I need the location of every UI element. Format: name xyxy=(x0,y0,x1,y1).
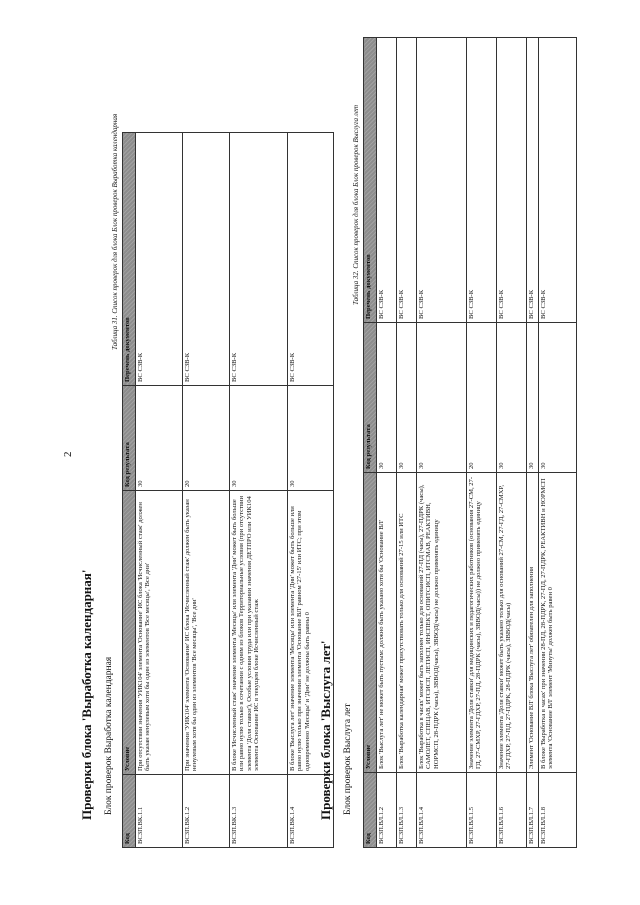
table-32-caption: Таблица 32. Список проверок для блока Блок проверок Выслуга лет xyxy=(352,104,360,305)
cell-condition: Значение элемента 'Доля ставки' может быть указано только для оснований 27-СМ, 27-ГД, 27-СМХР, 27-ГДХР, 27-ПД, 27-ПДРК, 28-ПДРК (часы), ЗВВОД(часы) xyxy=(497,473,527,773)
table-row xyxy=(539,38,577,848)
cell-condition: Блок 'Выработка в часах' может быть заполнен только для оснований 27-ПД (часы), 27-ПДРК (часы), САМОЛЕТ, СПЕЦАВ, ИТСИСП, ЛЕТИСП, ИНСПЕКТ, ОПИТСИСП, ИТСМАВ, РЕАКТИВН, НОРМСП, 28-ПДРК (часы), ЗВВОД(часы), ЗВВОД(часы) не должно применять единицу xyxy=(417,473,467,773)
header-condition: Условие xyxy=(123,491,136,775)
cell-docs: ВС СЗВ-К xyxy=(467,38,497,323)
table-32 xyxy=(363,37,577,848)
cell-condition: Элемент 'Основание ВЛ' блока 'Выслуга лет' обязателен для заполнения xyxy=(527,473,539,773)
cell-docs: ВС СЗВ-К xyxy=(136,133,183,386)
table-row xyxy=(397,38,417,848)
cell-condition: Значение элемента 'Доля ставки' для медицинских и педагогических работников (основания 27-СМ, 27-ГД, 27-СМХР, 27-ГДХР, 27-ПД, 28-ПДРК (часы), ЗВВОД(часы)) не должно применять единицу xyxy=(467,473,497,773)
cell-condition: В блоке 'Выслуга лет' значение элемента 'Месяцы' или элемента 'Дни' может быть больше или равно нулю только при значении элемента 'Основание ВЛ' равном '27-15' или ИТС; при этом одновременно 'Месяцы' и 'Дни' не должны быть равны 0 xyxy=(288,491,334,775)
cell-code: ВСЗП.ВК.1.1 xyxy=(136,775,183,848)
cell-result: 30 xyxy=(497,323,527,473)
cell-code: ВСЗП.ВЛ.1.7 xyxy=(527,773,539,848)
table-header-row xyxy=(364,38,377,848)
table-31-caption: Таблица 31. Список проверок для блока Блок проверок Выработка календарная xyxy=(111,113,119,350)
cell-code: ВСЗП.ВЛ.1.6 xyxy=(497,773,527,848)
cell-docs: ВС СЗВ-К xyxy=(539,38,577,323)
page-number: 2 xyxy=(62,451,74,457)
cell-docs: ВС СЗВ-К xyxy=(183,133,230,386)
section-2-title: Проверки блока 'Выслуга лет' xyxy=(318,640,333,820)
cell-code: ВСЗП.ВЛ.1.4 xyxy=(417,773,467,848)
cell-docs: ВС СЗВ-К xyxy=(230,133,288,386)
cell-docs: ВС СЗВ-К xyxy=(527,38,539,323)
cell-condition: Блок 'Выработка календарная' может присутствовать только для оснований 27-15 или ИТС xyxy=(397,473,417,773)
section-1-subtitle: Блок проверок Выработка календарная xyxy=(104,656,114,815)
cell-result: 30 xyxy=(136,386,183,491)
section-1-title: Проверки блока 'Выработка календарная' xyxy=(79,569,94,820)
header-documents: Перечень документов xyxy=(123,133,136,386)
cell-docs: ВС СЗВ-К xyxy=(397,38,417,323)
cell-condition: В блоке 'Выработка в часах' при значении 28-ПД, 28-ПДРК, 27-ПД, 27-ПДРК, РЕАКТИВН и НОРМСП элемента 'Основание ВЛ' элемент 'Минуты' должен быть равен 0 xyxy=(539,473,577,773)
header-result-code: Код результата xyxy=(123,386,136,491)
cell-code: ВСЗП.ВЛ.1.2 xyxy=(377,773,397,848)
cell-code: ВСЗП.ВК.1.3 xyxy=(230,775,288,848)
cell-code: ВСЗП.ВЛ.1.3 xyxy=(397,773,417,848)
cell-result: 30 xyxy=(377,323,397,473)
cell-docs: ВС СЗВ-К xyxy=(497,38,527,323)
cell-result: 30 xyxy=(417,323,467,473)
cell-docs: ВС СЗВ-К xyxy=(417,38,467,323)
cell-code: ВСЗП.ВЛ.1.5 xyxy=(467,773,497,848)
cell-result: 30 xyxy=(527,323,539,473)
table-row xyxy=(136,133,183,848)
table-31 xyxy=(122,132,334,848)
table-row xyxy=(527,38,539,848)
table-row xyxy=(377,38,397,848)
cell-code: ВСЗП.ВК.1.2 xyxy=(183,775,230,848)
cell-docs: ВС СЗВ-К xyxy=(377,38,397,323)
table-row xyxy=(417,38,467,848)
cell-result: 30 xyxy=(288,386,334,491)
table-row xyxy=(183,133,230,848)
table-row xyxy=(230,133,288,848)
cell-result: 30 xyxy=(539,323,577,473)
cell-condition: При значении 'УИК104' элемента 'Основание' ИС блока 'Исчисленный стаж' должен быть указан ненулевым хотя бы один из элементов 'Все месяцы', 'Все дни' xyxy=(183,491,230,775)
cell-code: ВСЗП.ВК.1.4 xyxy=(288,775,334,848)
cell-result: 20 xyxy=(183,386,230,491)
cell-result: 30 xyxy=(230,386,288,491)
header-result-code: Код результата xyxy=(364,323,377,473)
cell-condition: В блоке 'Исчисленный стаж' значение элемента 'Месяцы' или элемента 'Дни' может быть больше или равно нулю только в сочетании с одним из блоков Территориальные условия (при отсутствии элемента 'Доля ставки'), Особые условия труда или при указании значения ДЕТПРО или УИК104 элемента Основание ИС в текущем блоке Исчисленный стаж xyxy=(230,491,288,775)
header-documents: Перечень документов xyxy=(364,38,377,323)
cell-result: 30 xyxy=(397,323,417,473)
header-code: Код xyxy=(364,773,377,848)
cell-docs: ВС СЗВ-К xyxy=(288,133,334,386)
header-condition: Условие xyxy=(364,473,377,773)
table-header-row xyxy=(123,133,136,848)
table-row xyxy=(467,38,497,848)
section-2-subtitle: Блок проверок Выслуга лет xyxy=(343,703,353,815)
table-row xyxy=(497,38,527,848)
header-code: Код xyxy=(123,775,136,848)
cell-condition: Блок 'Выслуга лет' не может быть пустым: должно быть указано хотя бы 'Основание ВЛ' xyxy=(377,473,397,773)
cell-code: ВСЗП.ВЛ.1.8 xyxy=(539,773,577,848)
cell-condition: При отсутствии значения 'УИК104' элемента 'Основание' ИС блока 'Исчисленный стаж' должен быть указан ненулевым хотя бы один из элементов 'Все месяцы', 'Все дни' xyxy=(136,491,183,775)
cell-result: 20 xyxy=(467,323,497,473)
